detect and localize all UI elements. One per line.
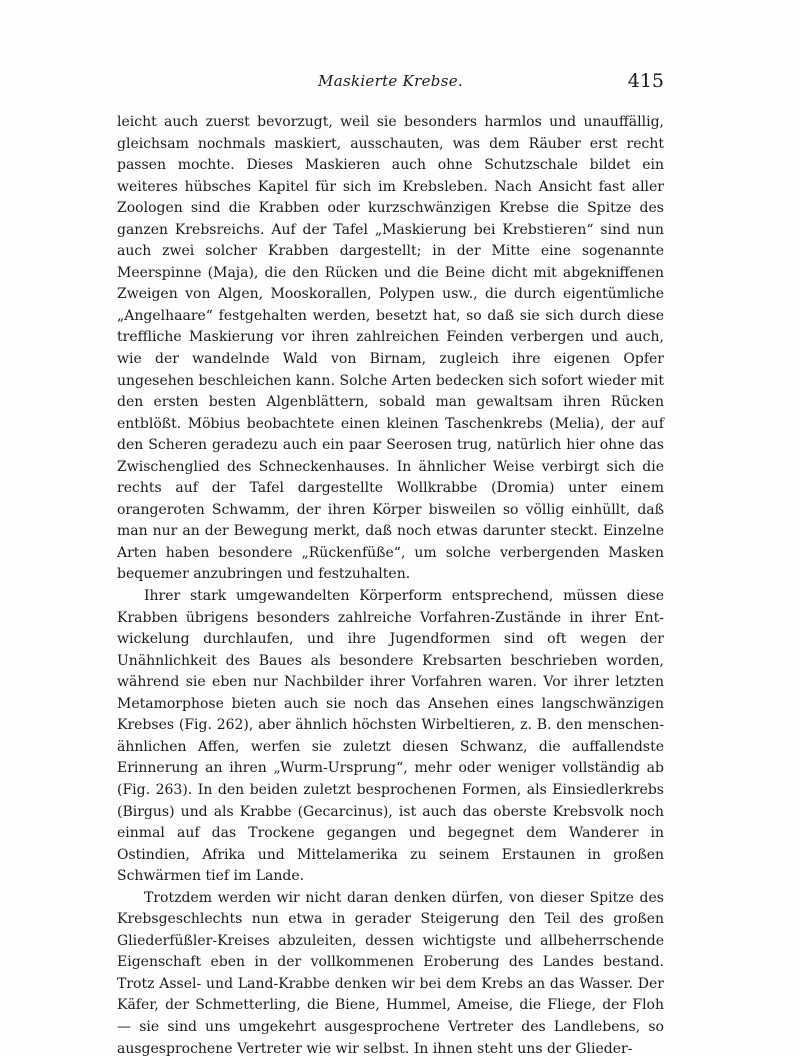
running-title: Maskierte Krebse.: [318, 72, 463, 90]
page-number: 415: [627, 70, 664, 92]
paragraph-2: Ihrer stark umgewandelten Körperform entsprechend, müssen diese Krabben übrigens besonders zahlreiche Vorfahren-Zustände in ihrer Entwickelung durchlaufen, und ihre Jugendformen sind oft wegen der Unähnlichkeit des Baues als besondere Krebsarten beschrieben worden, während sie eben nur Nachbilder ihrer Vorfahren waren. Vor ihrer letzten Metamorphose bieten auch sie noch das Ansehen eines langschwänzigen Krebses (Fig. 262), aber ähnlich höchsten Wirbeltieren, z. B. den menschenähnlichen Affen, werfen sie zuletzt diesen Schwanz, die auffallendste Erinnerung an ihren „Wurm-Ursprung“, mehr oder weniger vollständig ab (Fig. 263). In den beiden zuletzt besprochenen Formen, als Einsiedlerkrebs (Birgus) und als Krabbe (Gecarcinus), ist auch das oberste Krebsvolk noch einmal auf das Trockene gegangen und begegnet dem Wanderer in Ostindien, Afrika und Mittelamerika zu seinem Erstaunen in großen Schwärmen tief im Lande.: [117, 588, 664, 885]
paragraph-1: leicht auch zuerst bevorzugt, weil sie besonders harmlos und unauffällig, gleichsam nochmals maskiert, ausschauten, was dem Räuber erst recht passen mochte. Dieses Maskieren auch ohne Schutzschale bildet ein weiteres hübsches Kapitel für sich im Krebsleben. Nach Ansicht fast aller Zoologen sind die Krabben oder kurzschwänzigen Krebse die Spitze des ganzen Krebsreichs. Auf der Tafel „Maskierung bei Krebstieren“ sind nun auch zwei solcher Krabben dargestellt; in der Mitte eine sogenannte Meerspinne (Maja), die den Rücken und die Beine dicht mit abgekniffenen Zweigen von Algen, Mooskorallen, Polypen usw., die durch eigentümliche „Angelhaare“ festgehalten werden, besetzt hat, so daß sie sich durch diese treffliche Maskierung vor ihren zahlreichen Feinden verbergen und auch, wie der wandelnde Wald von Birnam, zugleich ihre eigenen Opfer ungesehen beschleichen kann. Solche Arten bedecken sich sofort wieder mit den ersten besten Algenblättern, sobald man gewaltsam ihren Rücken entblößt. Möbius beobachtete einen kleinen Taschenkrebs (Melia), der auf den Scheren geradezu auch ein paar Seerosen trug, natürlich hier ohne das Zwischenglied des Schneckenhauses. In ähnlicher Weise verbirgt sich die rechts auf der Tafel dargestellte Wollkrabbe (Dromia) unter einem orangeroten Schwamm, der ihren Körper bisweilen so völlig einhüllt, daß man nur an der Bewegung merkt, daß noch etwas darunter steckt. Einzelne Arten haben besondere „Rückenfüße“, um solche verbergenden Masken bequemer anzubringen und festzuhalten.: [117, 114, 664, 583]
paragraph-3: Trotzdem werden wir nicht daran denken dürfen, von dieser Spitze des Krebsgeschlechts nun etwa in gerader Steigerung den Teil des großen Gliederfüßler-Kreises abzuleiten, dessen wichtigste und allbeherrschende Eigenschaft eben in der vollkommenen Eroberung des Landes bestand. Trotz Assel- und Land-Krabbe denken wir bei dem Krebs an das Wasser. Der Käfer, der Schmetterling, die Biene, Hummel, Ameise, die Fliege, der Floh — sie sind uns umgekehrt ausgesprochene Vertreter des Landlebens, so ausgesprochene Vertreter wie wir selbst. In ihnen steht uns der Glieder-: [117, 889, 664, 1057]
body-text: [117, 112, 664, 1060]
running-header: [117, 70, 664, 98]
